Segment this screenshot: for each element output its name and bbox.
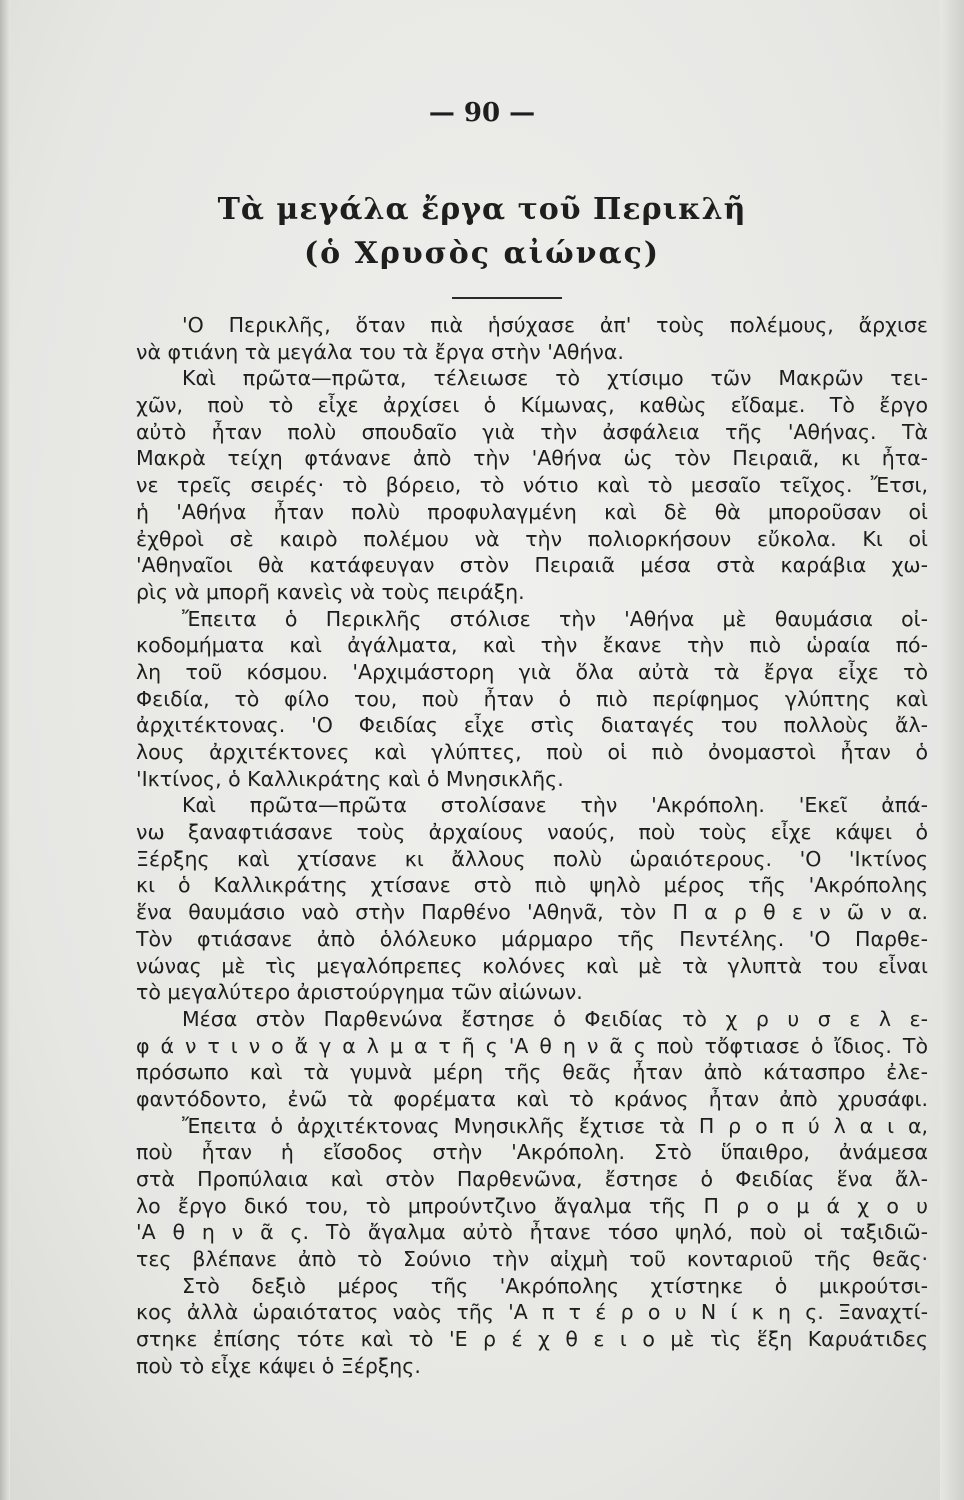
chapter-title: Τὰ μεγάλα ἔργα τοῦ Περικλῆ [217,192,747,227]
text-line: Ξέρξης καὶ χτίσανε κι ἄλλους πολὺ ὡραιότερους. 'Ο 'Ικτίνος [136,846,928,871]
text-line: Στὸ δεξιὸ μέρος τῆς 'Ακρόπολης χτίστηκε ὁ μικρούτσι- [182,1273,928,1298]
text-line: Μέσα στὸν Παρθενώνα ἔστησε ὁ Φειδίας τὸ χ ρ υ σ ε λ ε- [182,1006,928,1031]
text-line: ἀρχιτέκτονας. 'Ο Φειδίας εἶχε στὶς διαταγές του πολλοὺς ἄλ- [136,713,928,738]
text-line: στηκε ἐπίσης τότε καὶ τὸ 'Ε ρ έ χ θ ε ι ο μὲ τὶς ἕξη Καρυάτιδες [136,1327,928,1352]
title-divider [452,297,562,299]
text-line: λο ἔργο δικό του, τὸ μπρούντζινο ἄγαλμα τῆς Π ρ ο μ ά χ ο υ [136,1193,928,1218]
chapter-subtitle: (ὁ Χρυσὸς αἰώνας) [303,236,661,271]
text-line: στὰ Προπύλαια καὶ στὸν Παρθενῶνα, ἔστησε ὁ Φειδίας ἕνα ἄλ- [136,1167,928,1191]
text-line: ρὶς νὰ μπορῆ κανεὶς νὰ τοὺς πειράξη. [136,579,525,604]
text-line: 'Α θ η ν ᾶ ς. Τὸ ἄγαλμα αὐτὸ ἦτανε τόσο ψηλό, ποὺ οἱ ταξιδιῶ- [136,1220,928,1245]
text-line: Καὶ πρῶτα—πρῶτα, τέλειωσε τὸ χτίσιμο τῶν Μακρῶν τει- [182,366,928,391]
text-line: Ἔπειτα ὁ Περικλῆς στόλισε τὴν 'Αθήνα μὲ θαυμάσια οἰ- [182,606,928,631]
text-line: ποὺ τὸ εἶχε κάψει ὁ Ξέρξης. [136,1353,421,1378]
text-line: πρόσωπο καὶ τὰ γυμνὰ μέρη τῆς θεᾶς ἦταν ἀπὸ κάτασπρο ἐλε- [136,1060,928,1085]
text-line: φαντόδοντο, ἐνῶ τὰ φορέματα καὶ τὸ κράνος ἦταν ἀπὸ χρυσάφι. [136,1086,928,1111]
text-line: Τὸν φτιάσανε ἀπὸ ὁλόλευκο μάρμαρο τῆς Πεντέλης. 'Ο Παρθε- [136,926,928,951]
text-line: ἡ 'Αθήνα ἦταν πολὺ προφυλαγμένη καὶ δὲ θὰ μποροῦσαν οἱ [136,499,928,524]
text-line: ποὺ ἦταν ἡ εἴσοδος στὴν 'Ακρόπολη. Στὸ ὕπαιθρο, ἀνάμεσα [136,1140,928,1165]
text-line: χῶν, ποὺ τὸ εἶχε ἀρχίσει ὁ Κίμωνας, καθὼς εἴδαμε. Τὸ ἔργο [136,393,928,418]
text-line: Μακρὰ τείχη φτάνανε ἀπὸ τὴν 'Αθήνα ὡς τὸν Πειραιᾶ, κι ἦτα- [136,446,928,471]
text-line: κι ὁ Καλλικράτης χτίσανε στὸ πιὸ ψηλὸ μέρος τῆς 'Ακρόπολης [136,873,928,898]
text-line: τες βλέπανε ἀπὸ τὸ Σούνιο τὴν αἰχμὴ τοῦ κονταριοῦ τῆς θεᾶς· [136,1247,928,1272]
text-line: αὐτὸ ἦταν πολὺ σπουδαῖο γιὰ τὴν ἀσφάλεια τῆς 'Αθήνας. Τὰ [136,419,928,444]
text-line: κος ἀλλὰ ὡραιότατος ναὸς τῆς 'Α π τ έ ρ ο υ Ν ί κ η ς. Ξαναχτί- [136,1300,928,1325]
text-line: κοδομήματα καὶ ἀγάλματα, καὶ τὴν ἔκανε τὴν πιὸ ὡραία πό- [136,633,928,658]
text-line: νὰ φτιάνη τὰ μεγάλα του τὰ ἔργα στὴν 'Αθήνα. [136,339,624,364]
text-line: ἐχθροὶ σὲ καιρὸ πολέμου νὰ τὴν πολιορκήσουν εὔκολα. Κι οἱ [136,526,928,551]
text-line: νω ξαναφτιάσανε τοὺς ἀρχαίους ναούς, ποὺ τοὺς εἶχε κάψει ὁ [136,820,928,845]
text-line: νώνας μὲ τὶς μεγαλόπρεπες κολόνες καὶ μὲ τὰ γλυπτὰ του εἶναι [136,953,928,978]
text-line: Καὶ πρῶτα—πρῶτα στολίσανε τὴν 'Ακρόπολη. 'Εκεῖ ἀπά- [182,793,928,818]
text-line: τὸ μεγαλύτερο ἀριστούργημα τῶν αἰώνων. [136,980,583,1005]
text-line: 'Ο Περικλῆς, ὅταν πιὰ ἡσύχασε ἀπ' τοὺς πολέμους, ἄρχισε [182,313,928,337]
text-line: Φειδία, τὸ φίλο του, ποὺ ἦταν ὁ πιὸ περίφημος γλύπτης καὶ [136,686,928,711]
text-line: Ἔπειτα ὁ ἀρχιτέκτονας Μνησικλῆς ἔχτισε τὰ Π ρ ο π ύ λ α ι α, [182,1113,928,1138]
text-line: 'Αθηναῖοι θὰ κατάφευγαν στὸν Πειραιᾶ μέσα στὰ καράβια χω- [136,553,928,578]
text-line: λους ἀρχιτέκτονες καὶ γλύπτες, ποὺ οἱ πιὸ ὀνομαστοὶ ἦταν ὁ [136,740,928,764]
text-line: φ ά ν τ ι ν ο ἄ γ α λ μ α τ ῆ ς 'Α θ η ν ᾶ ς ποὺ τὄφτιασε ὁ ἴδιος. Τὸ [136,1033,928,1058]
text-line: λη τοῦ κόσμου. 'Αρχιμάστορη γιὰ ὅλα αὐτὰ τὰ ἔργα εἶχε τὸ [136,659,928,684]
body-text [136,312,928,1380]
page-number: — 90 — [428,98,536,128]
text-line: 'Ικτίνος, ὁ Καλλικράτης καὶ ὁ Μνησικλῆς. [136,766,564,791]
text-line: ἕνα θαυμάσιο ναὸ στὴν Παρθένο 'Αθηνᾶ, τὸν Π α ρ θ ε ν ῶ ν α. [136,900,928,925]
text-line: νε τρεῖς σειρές· τὸ βόρειο, τὸ νότιο καὶ τὸ μεσαῖο τεῖχος. Ἔτσι, [136,473,928,498]
